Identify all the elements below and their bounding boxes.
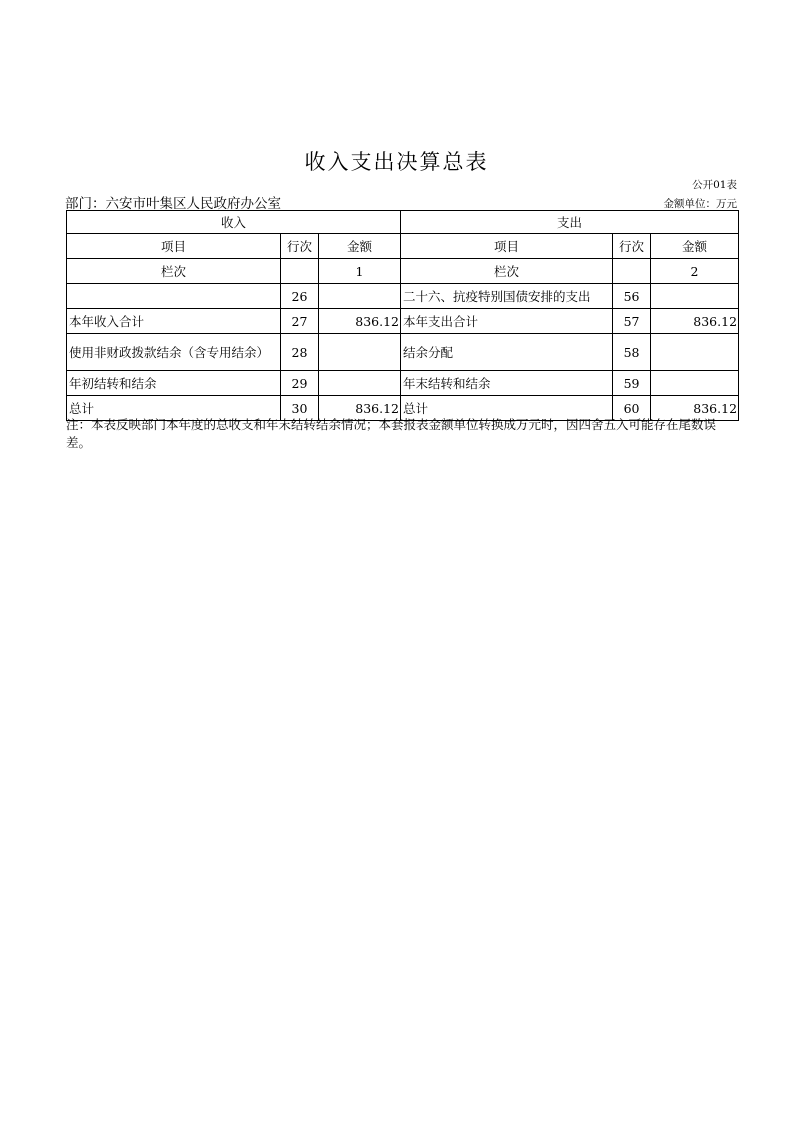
income-amount-cell: 836.12 — [319, 309, 401, 334]
income-item-cell: 总计 — [67, 396, 281, 421]
income-amount-header: 金额 — [319, 234, 401, 259]
expense-row-no-cell: 60 — [613, 396, 651, 421]
table-row — [67, 309, 739, 334]
income-row-no-cell: 28 — [281, 334, 319, 371]
expense-row-no-cell: 56 — [613, 284, 651, 309]
document-title: 收入支出决算总表 — [304, 150, 489, 174]
form-number: 公开01表 — [692, 179, 737, 191]
expense-amount-cell: 836.12 — [651, 396, 739, 421]
expense-amount-cell — [651, 371, 739, 396]
expense-row-no-cell: 59 — [613, 371, 651, 396]
income-column-number: 1 — [319, 259, 401, 284]
table-row — [67, 284, 739, 309]
expense-row-no-header: 行次 — [613, 234, 651, 259]
income-item-cell: 本年收入合计 — [67, 309, 281, 334]
income-row-no-header: 行次 — [281, 234, 319, 259]
expense-item-cell: 结余分配 — [401, 334, 613, 371]
table-group-header-row — [67, 211, 739, 234]
expense-column-number: 2 — [651, 259, 739, 284]
expense-amount-cell — [651, 334, 739, 371]
income-row-no-cell: 27 — [281, 309, 319, 334]
income-expense-table — [66, 210, 739, 421]
income-amount-cell — [319, 334, 401, 371]
expense-group-header: 支出 — [401, 211, 739, 234]
expense-amount-cell: 836.12 — [651, 309, 739, 334]
expense-lanci-label: 栏次 — [401, 259, 613, 284]
table-row — [67, 334, 739, 371]
expense-item-cell: 总计 — [401, 396, 613, 421]
income-item-header: 项目 — [67, 234, 281, 259]
income-item-cell — [67, 284, 281, 309]
income-amount-cell: 836.12 — [319, 396, 401, 421]
income-group-header: 收入 — [67, 211, 401, 234]
expense-amount-header: 金额 — [651, 234, 739, 259]
department-label: 部门：六安市叶集区人民政府办公室 — [65, 196, 281, 212]
income-lanci-label: 栏次 — [67, 259, 281, 284]
table-lanci-row — [67, 259, 739, 284]
expense-row-no-cell: 58 — [613, 334, 651, 371]
table-column-header-row — [67, 234, 739, 259]
expense-item-cell: 二十六、抗疫特别国债安排的支出 — [401, 284, 613, 309]
expense-item-cell: 本年支出合计 — [401, 309, 613, 334]
income-row-no-cell: 29 — [281, 371, 319, 396]
expense-row-no-cell: 57 — [613, 309, 651, 334]
income-lanci-empty — [281, 259, 319, 284]
table-row — [67, 371, 739, 396]
expense-item-header: 项目 — [401, 234, 613, 259]
income-item-cell: 年初结转和结余 — [67, 371, 281, 396]
expense-amount-cell — [651, 284, 739, 309]
income-amount-cell — [319, 284, 401, 309]
income-amount-cell — [319, 371, 401, 396]
expense-item-cell: 年末结转和结余 — [401, 371, 613, 396]
amount-unit-label: 金额单位：万元 — [663, 198, 737, 210]
table-footnote: 注：本表反映部门本年度的总收支和年末结转结余情况；本套报表金额单位转换成万元时，因四舍五入可能存在尾数误差。 — [66, 417, 717, 450]
income-item-cell: 使用非财政拨款结余（含专用结余） — [67, 334, 281, 371]
income-row-no-cell: 30 — [281, 396, 319, 421]
expense-lanci-empty — [613, 259, 651, 284]
income-row-no-cell: 26 — [281, 284, 319, 309]
